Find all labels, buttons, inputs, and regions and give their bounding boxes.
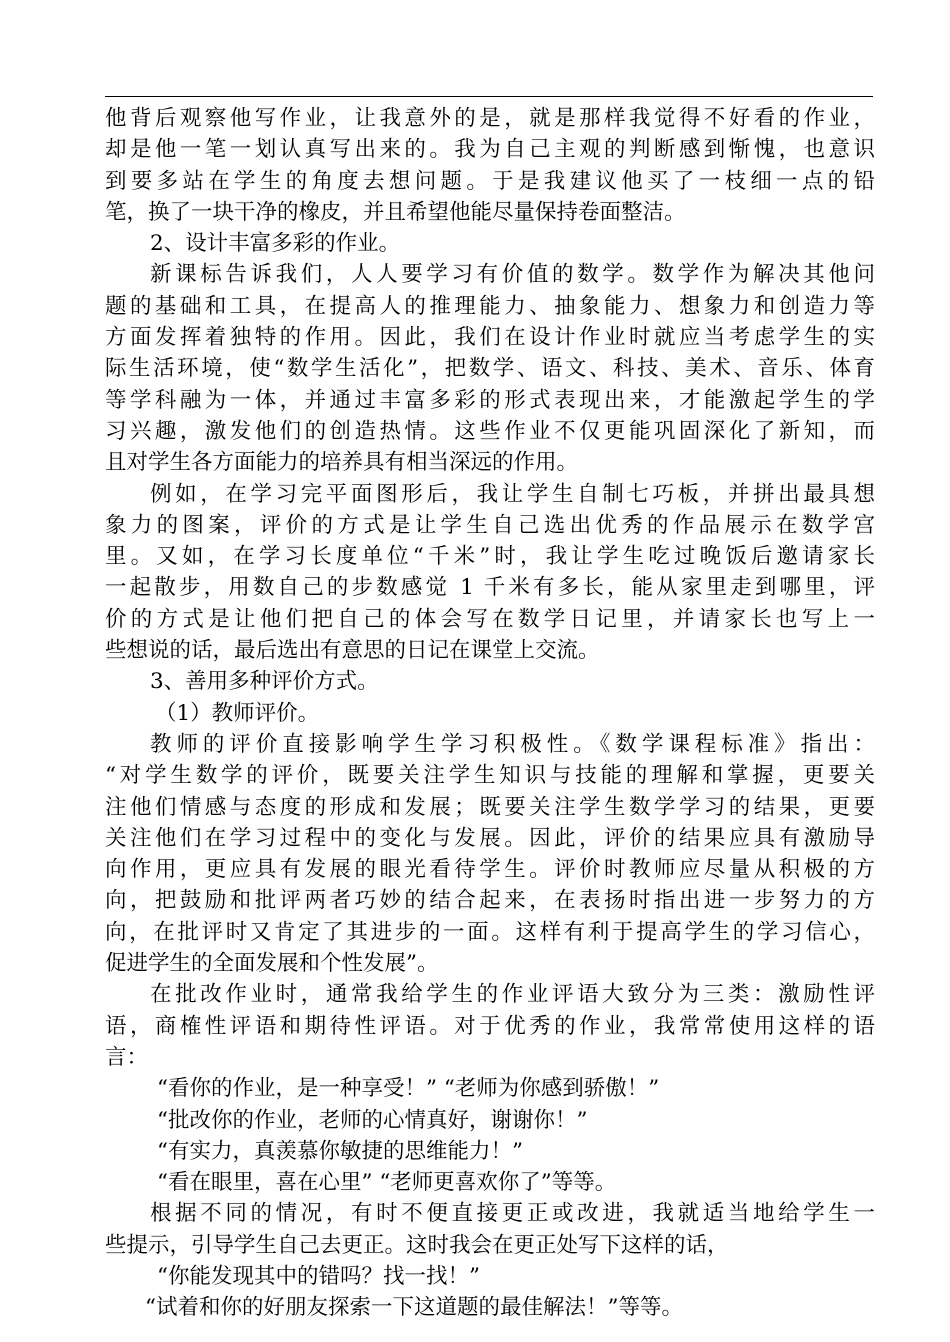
- text-line: 际生活环境，使“数学生活化”，把数学、语文、科技、美术、音乐、体育: [105, 356, 875, 382]
- header-rule: [105, 96, 873, 97]
- subsection-heading: （1）教师评价。: [155, 700, 320, 726]
- text-line: 新课标告诉我们，人人要学习有价值的数学。数学作为解决其他问: [150, 262, 875, 288]
- text-line: 却是他一笔一划认真写出来的。我为自己主观的判断感到惭愧，也意识: [105, 137, 875, 163]
- text-line: 题的基础和工具，在提高人的推理能力、抽象能力、想象力和创造力等: [105, 293, 875, 319]
- text-line: 象力的图案，评价的方式是让学生自己选出优秀的作品展示在数学宫: [105, 512, 875, 538]
- text-line: 习兴趣，激发他们的创造热情。这些作业不仅更能巩固深化了新知，而: [105, 418, 875, 444]
- body-text: [105, 103, 875, 1324]
- text-line: 根据不同的情况，有时不便直接更正或改进，我就适当地给学生一: [150, 1201, 875, 1227]
- text-line: 他背后观察他写作业，让我意外的是，就是那样我觉得不好看的作业，: [105, 106, 875, 131]
- quote-line: “批改你的作业，老师的心情真好，谢谢你！”: [157, 1107, 588, 1133]
- quote-line: “试着和你的好朋友探索一下这道题的最佳解法！”等等。: [145, 1295, 683, 1321]
- text-line: 价的方式是让他们把自己的体会写在数学日记里，并请家长也写上一: [105, 606, 875, 632]
- text-line: 里。又如，在学习长度单位“千米”时，我让学生吃过晚饭后邀请家长: [105, 544, 875, 570]
- section-heading: 3、善用多种评价方式。: [150, 669, 379, 695]
- text-line: 且对学生各方面能力的培养具有相当深远的作用。: [105, 450, 579, 476]
- text-line: 促进学生的全面发展和个性发展”。: [105, 951, 439, 977]
- text-line: 向作用，更应具有发展的眼光看待学生。评价时教师应尽量从积极的方: [105, 857, 875, 883]
- text-line: 言：: [105, 1044, 149, 1070]
- quote-line: “看你的作业，是一种享受！” “老师为你感到骄傲！”: [157, 1076, 660, 1102]
- text-line: 向，在批评时又肯定了其进步的一面。这样有利于提高学生的学习信心，: [105, 919, 875, 945]
- text-line: 教师的评价直接影响学生学习积极性。《数学课程标准》指出：: [150, 731, 875, 757]
- text-line: 方面发挥着独特的作用。因此，我们在设计作业时就应当考虑学生的实: [105, 325, 875, 351]
- quote-line: “有实力，真羡慕你敏捷的思维能力！”: [157, 1138, 523, 1164]
- text-line: 笔，换了一块干净的橡皮，并且希望他能尽量保持卷面整洁。: [105, 199, 686, 225]
- quote-line: “你能发现其中的错吗？找一找！”: [157, 1263, 480, 1289]
- text-line: 到要多站在学生的角度去想问题。于是我建议他买了一枝细一点的铅: [105, 168, 875, 194]
- text-line: 例如，在学习完平面图形后，我让学生自制七巧板，并拼出最具想: [150, 481, 875, 507]
- quote-line: “看在眼里，喜在心里” “老师更喜欢你了”等等。: [157, 1170, 617, 1196]
- text-line: 关注他们在学习过程中的变化与发展。因此，评价的结果应具有激励导: [105, 825, 875, 851]
- text-line: 一起散步，用数自己的步数感觉 1 千米有多长，能从家里走到哪里，评: [105, 575, 875, 601]
- text-line: 些想说的话，最后选出有意思的日记在课堂上交流。: [105, 638, 600, 664]
- text-line: “对学生数学的评价，既要关注学生知识与技能的理解和掌握，更要关: [105, 763, 875, 789]
- text-line: 向，把鼓励和批评两者巧妙的结合起来，在表扬时指出进一步努力的方: [105, 888, 875, 914]
- text-line: 注他们情感与态度的形成和发展；既要关注学生数学学习的结果，更要: [105, 794, 875, 820]
- text-line: 等学科融为一体，并通过丰富多彩的形式表现出来，才能激起学生的学: [105, 387, 875, 413]
- text-line: 在批改作业时，通常我给学生的作业评语大致分为三类：激励性评: [150, 982, 875, 1008]
- section-heading: 2、设计丰富多彩的作业。: [150, 231, 401, 257]
- text-line: 些提示，引导学生自己去更正。这时我会在更正处写下这样的话，: [105, 1232, 729, 1258]
- text-line: 语，商榷性评语和期待性评语。对于优秀的作业，我常常使用这样的语: [105, 1013, 875, 1039]
